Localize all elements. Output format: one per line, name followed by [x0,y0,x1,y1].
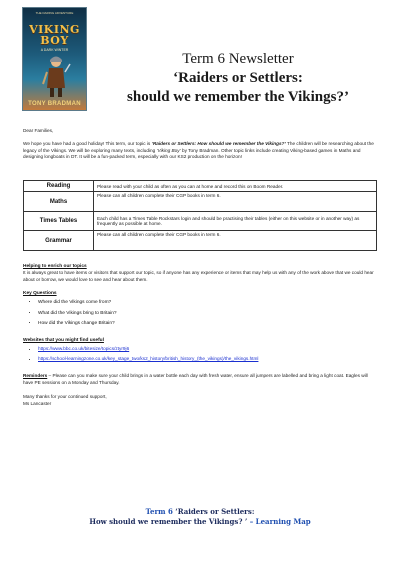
reminders-paragraph [23,373,377,386]
cover-title-line2: BOY [40,34,69,47]
reminders-text: – Please can you make sure your child brings in a water bottle each day with fresh water, ensure all jumpers are labelled and bring a light coat. Eagles will have PE sessions on a Monday and Thursday. [23,373,368,385]
title-line3: should we remember the Vikings?’ [127,89,349,105]
greeting: Dear Families, [23,128,54,133]
viking-figure-icon [41,54,71,98]
subject-name: Reading [24,181,94,192]
list-item [38,344,388,354]
signoff-name: Ms Lancaster [23,400,52,406]
subject-name: Times Tables [24,212,94,231]
book-cover-image [22,7,87,111]
learningzone-link[interactable]: https://school-learningzone.co.uk/key_stage_two/ks2_history/british_history_(the_vikings)/the_vikings.html [38,356,259,361]
list-item: • What did the Vikings bring to Britain? [38,309,368,320]
title-line1: Term 6 Newsletter [182,51,294,67]
intro-paragraph [23,141,377,161]
signoff-line1: Many thanks for your continued support, [23,394,107,399]
subject-text: Please can all children complete their CGP books in term 6. [94,192,377,212]
subject-text: Each child has a Times Table Rockstars login and should be practising their tables (either on this website or in another way) as frequently as possible at home. [94,212,377,231]
enrich-text: It is always great to have items or visitors that support our topic, so if anyone has any experience or items that may help us with any of the work above that we could hear about or borrow, we would love to see and hear about them. [23,270,374,282]
reminders-label: Reminders [23,373,48,378]
intro-part3: by Tony Bradman. Other topic links include creating Viking-based games in Maths and designing longboats in DT. It will be a fun-packed term, especially with our KS2 production on the horizon! [23,147,361,160]
footer-title [40,507,360,527]
cover-title [23,24,86,46]
table-row [24,181,377,192]
cover-subtitle: A DARK WINTER [40,48,69,52]
intro-topic: ‘Raiders or Settlers: How should we remember the Vikings?’ [151,141,286,146]
footer-line2-text: How should we remember the Vikings? ’ [89,517,248,526]
key-questions-list [30,298,368,330]
intro-part2: The children will be researching about the legacy of the Vikings. We will be exploring many texts, including [23,141,374,153]
intro-book: ‘Viking Boy’ [156,147,181,153]
subject-name: Grammar [24,231,94,251]
subject-name: Maths [24,192,94,212]
bbc-bitesize-link[interactable]: https://www.bbc.co.uk/bitesize/topics/ztyr9j6 [38,346,130,351]
newsletter-title [90,50,386,107]
footer-learning-map: – Learning Map [249,517,311,526]
subject-text: Please can all children complete their CGP books in term 6. [94,231,377,251]
subjects-table [23,180,377,251]
footer-line2 [40,517,360,527]
websites-list [30,344,388,364]
cover-title-line1: VIKING [29,23,80,36]
list-item [38,354,388,364]
cover-author: TONY BRADMAN [28,101,81,107]
table-row [24,212,377,231]
list-item: • How did the Vikings change Britain? [38,319,368,330]
subject-text: Please read with your child as often as you can at home and record this on Boom Reader. [94,181,377,192]
footer-line1 [40,507,360,517]
footer-line1-rest: ‘Raiders or Settlers: [172,507,255,516]
title-line2: ‘Raiders or Settlers: [173,70,303,86]
list-item: • Where did the Vikings come from? [38,298,368,309]
signoff [23,394,377,407]
footer-term: Term 6 [145,507,173,516]
enrich-heading: Helping to enrich our topics [23,264,87,269]
table-row [24,192,377,212]
table-row [24,231,377,251]
cover-top-text: THE DARING ADVENTURE [35,11,74,15]
intro-part1: We hope you have had a good holiday! This term, our topic is [23,141,152,146]
key-questions-heading: Key Questions [23,291,57,296]
websites-heading: Websites that you might find useful [23,338,104,343]
